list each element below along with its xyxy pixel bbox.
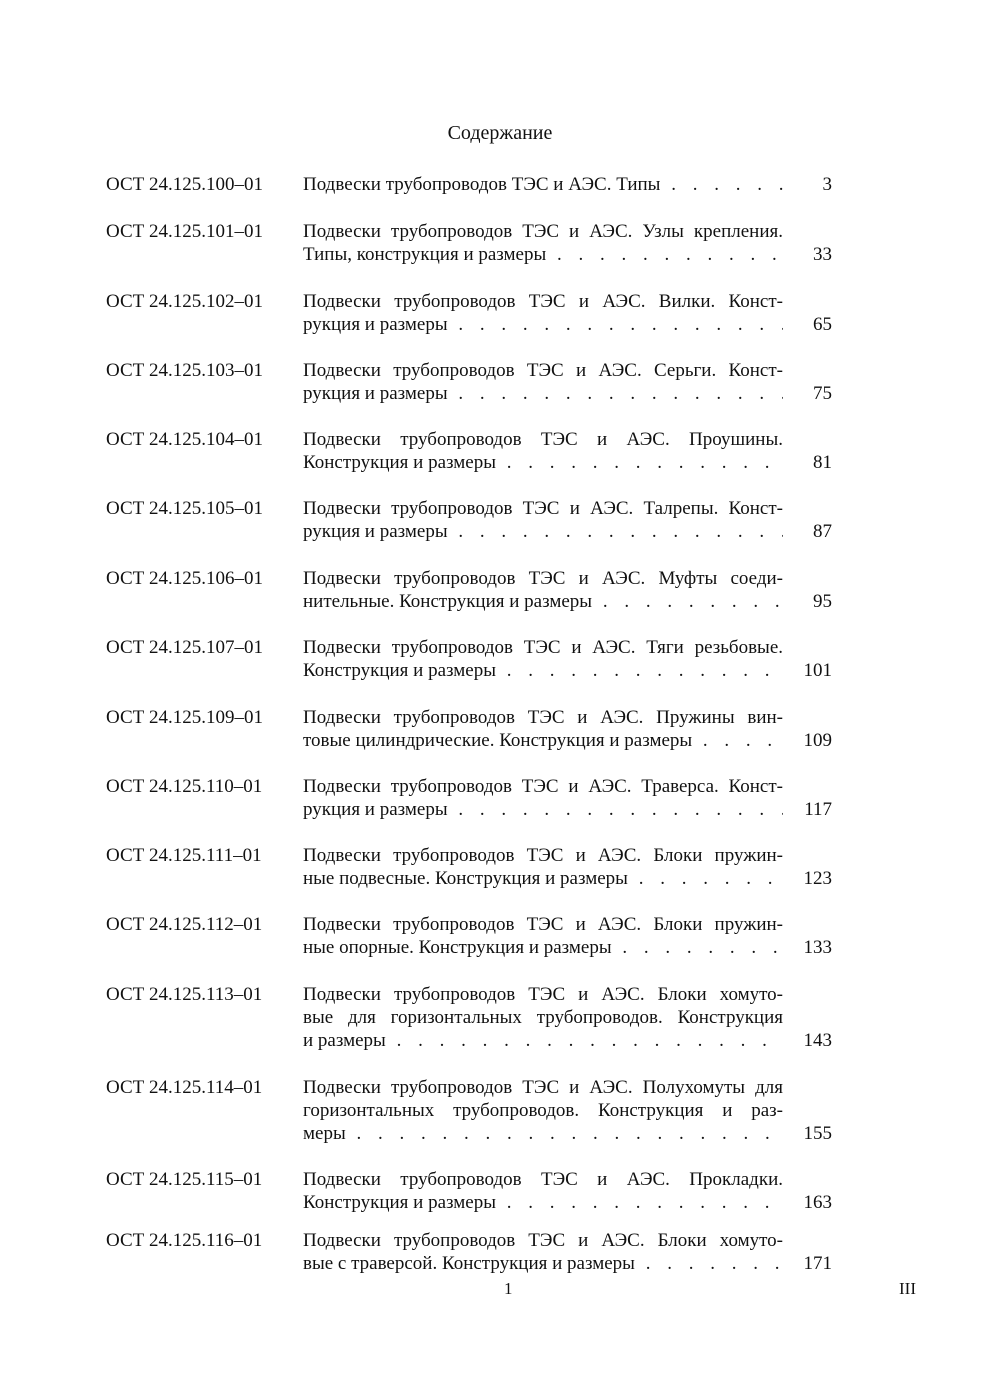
page-number: 1 — [504, 1279, 513, 1298]
toc-entry-code: ОСТ 24.125.116–01 — [106, 1230, 263, 1251]
toc-entry-page: 33 — [813, 244, 832, 265]
toc-entry-code: ОСТ 24.125.113–01 — [106, 984, 263, 1005]
toc-entry-page: 133 — [803, 937, 832, 958]
toc-entry-page: 109 — [803, 730, 832, 751]
toc-entry-title-line: Подвески трубопроводов ТЭС и АЭС. Блоки пружин- — [303, 914, 783, 935]
toc-entry-title-line: Подвески трубопроводов ТЭС и АЭС. Вилки. Конст- — [303, 291, 783, 312]
toc-entry-title-line: рукция и размеры . . . — [303, 520, 783, 543]
toc-entry-code: ОСТ 24.125.104–01 — [106, 429, 263, 450]
toc-entry-code: ОСТ 24.125.111–01 — [106, 845, 262, 866]
toc-entry-title-line: Подвески трубопроводов ТЭС и АЭС. Блоки хомуто- — [303, 1230, 783, 1251]
toc-entry-page: 123 — [803, 868, 832, 889]
toc-entry-title-line: Подвески трубопроводов ТЭС и АЭС. Проушины. — [303, 429, 783, 450]
toc-entry-code: ОСТ 24.125.115–01 — [106, 1169, 263, 1190]
toc-entry-code: ОСТ 24.125.100–01 — [106, 174, 263, 195]
toc-entry-code: ОСТ 24.125.102–01 — [106, 291, 263, 312]
toc-entry-code: ОСТ 24.125.103–01 — [106, 360, 263, 381]
toc-entry-title-line: Подвески трубопроводов ТЭС и АЭС. Тяги резьбовые. — [303, 637, 783, 658]
toc-entry-title-line: вые с траверсой. Конструкция и размеры . . . — [303, 1252, 783, 1275]
toc-entry-title — [303, 290, 783, 336]
toc-entry-title-line: рукция и размеры . . . — [303, 798, 783, 821]
toc-entry-page: 95 — [813, 591, 832, 612]
toc-entry-title — [303, 844, 783, 890]
section-number: III — [899, 1279, 916, 1298]
toc-entry-title-line: и размеры . . . — [303, 1029, 783, 1052]
toc-entry-code: ОСТ 24.125.110–01 — [106, 776, 263, 797]
toc-entry-code: ОСТ 24.125.101–01 — [106, 221, 263, 242]
toc-entry-code: ОСТ 24.125.105–01 — [106, 498, 263, 519]
toc-entry-title-line: товые цилиндрические. Конструкция и размеры . . . — [303, 729, 783, 752]
toc-entry-page: 65 — [813, 314, 832, 335]
toc-entry-code: ОСТ 24.125.107–01 — [106, 637, 263, 658]
toc-entry-title — [303, 428, 783, 474]
toc-entry-title-line: Подвески трубопроводов ТЭС и АЭС. Узлы крепления. — [303, 221, 783, 242]
toc-entry-page: 87 — [813, 521, 832, 542]
toc-entry-title-line: рукция и размеры . . . — [303, 313, 783, 336]
toc-entry-page: 101 — [803, 660, 832, 681]
toc-entry-title-line: ные опорные. Конструкция и размеры . . . — [303, 936, 783, 959]
toc-entry-title — [303, 775, 783, 821]
toc-entry-code: ОСТ 24.125.109–01 — [106, 707, 263, 728]
toc-entry-title-line: Типы, конструкция и размеры . . . — [303, 243, 783, 266]
toc-entry-title-line: нительные. Конструкция и размеры . . . — [303, 590, 783, 613]
toc-entry-title-line: Подвески трубопроводов ТЭС и АЭС. Блоки хомуто- — [303, 984, 783, 1005]
toc-entry-title-line: Подвески трубопроводов ТЭС и АЭС. Талрепы. Конст- — [303, 498, 783, 519]
toc-entry-title — [303, 567, 783, 613]
toc-entry-code: ОСТ 24.125.114–01 — [106, 1077, 263, 1098]
toc-entry-title — [303, 636, 783, 682]
toc-entry-title-line: Конструкция и размеры . . . — [303, 451, 783, 474]
toc-entry-title — [303, 1168, 783, 1214]
toc-entry-title-line: Подвески трубопроводов ТЭС и АЭС. Траверса. Конст- — [303, 776, 783, 797]
toc-entry-title — [303, 220, 783, 266]
toc-entry-page: 3 — [822, 174, 832, 195]
toc-entry-title-line: горизонтальных трубопроводов. Конструкция и раз- — [303, 1100, 783, 1121]
toc-entry-title-line: рукция и размеры . . . — [303, 382, 783, 405]
toc-entry-code: ОСТ 24.125.112–01 — [106, 914, 263, 935]
toc-entry-title-line: Подвески трубопроводов ТЭС и АЭС. Типы . . . — [303, 173, 783, 196]
toc-entry-page: 117 — [804, 799, 832, 820]
toc-entry-code: ОСТ 24.125.106–01 — [106, 568, 263, 589]
page-title: Содержание — [447, 122, 553, 144]
toc-entry-title-line: Конструкция и размеры . . . — [303, 659, 783, 682]
toc-entry-title-line: Подвески трубопроводов ТЭС и АЭС. Серьги. Конст- — [303, 360, 783, 381]
toc-entry-page: 155 — [803, 1123, 832, 1144]
toc-entry-title — [303, 173, 783, 196]
toc-entry-title — [303, 706, 783, 752]
toc-entry-title-line: Подвески трубопроводов ТЭС и АЭС. Полухомуты для — [303, 1077, 783, 1098]
toc-entry-page: 81 — [813, 452, 832, 473]
toc-entry-title — [303, 1229, 783, 1275]
toc-entry-title-line: Подвески трубопроводов ТЭС и АЭС. Блоки пружин- — [303, 845, 783, 866]
toc-entry-page: 163 — [803, 1192, 832, 1213]
toc-entry-title-line: Подвески трубопроводов ТЭС и АЭС. Прокладки. — [303, 1169, 783, 1190]
toc-entry-title — [303, 913, 783, 959]
toc-entry-title — [303, 1076, 783, 1145]
toc-entry-title-line: ные подвесные. Конструкция и размеры . . . — [303, 867, 783, 890]
toc-entry-title-line: Подвески трубопроводов ТЭС и АЭС. Муфты соеди- — [303, 568, 783, 589]
toc-entry-title-line: Конструкция и размеры . . . — [303, 1191, 783, 1214]
toc-entry-title — [303, 359, 783, 405]
toc-entry-page: 75 — [813, 383, 832, 404]
toc-entry-title — [303, 983, 783, 1052]
toc-entry-page: 143 — [803, 1030, 832, 1051]
toc-entry-page: 171 — [803, 1253, 832, 1274]
toc-entry-title-line: Подвески трубопроводов ТЭС и АЭС. Пружины вин- — [303, 707, 783, 728]
toc-entry-title — [303, 497, 783, 543]
toc-entry-title-line: меры . . . — [303, 1122, 783, 1145]
toc-entry-title-line: вые для горизонтальных трубопроводов. Конструкция — [303, 1007, 783, 1028]
